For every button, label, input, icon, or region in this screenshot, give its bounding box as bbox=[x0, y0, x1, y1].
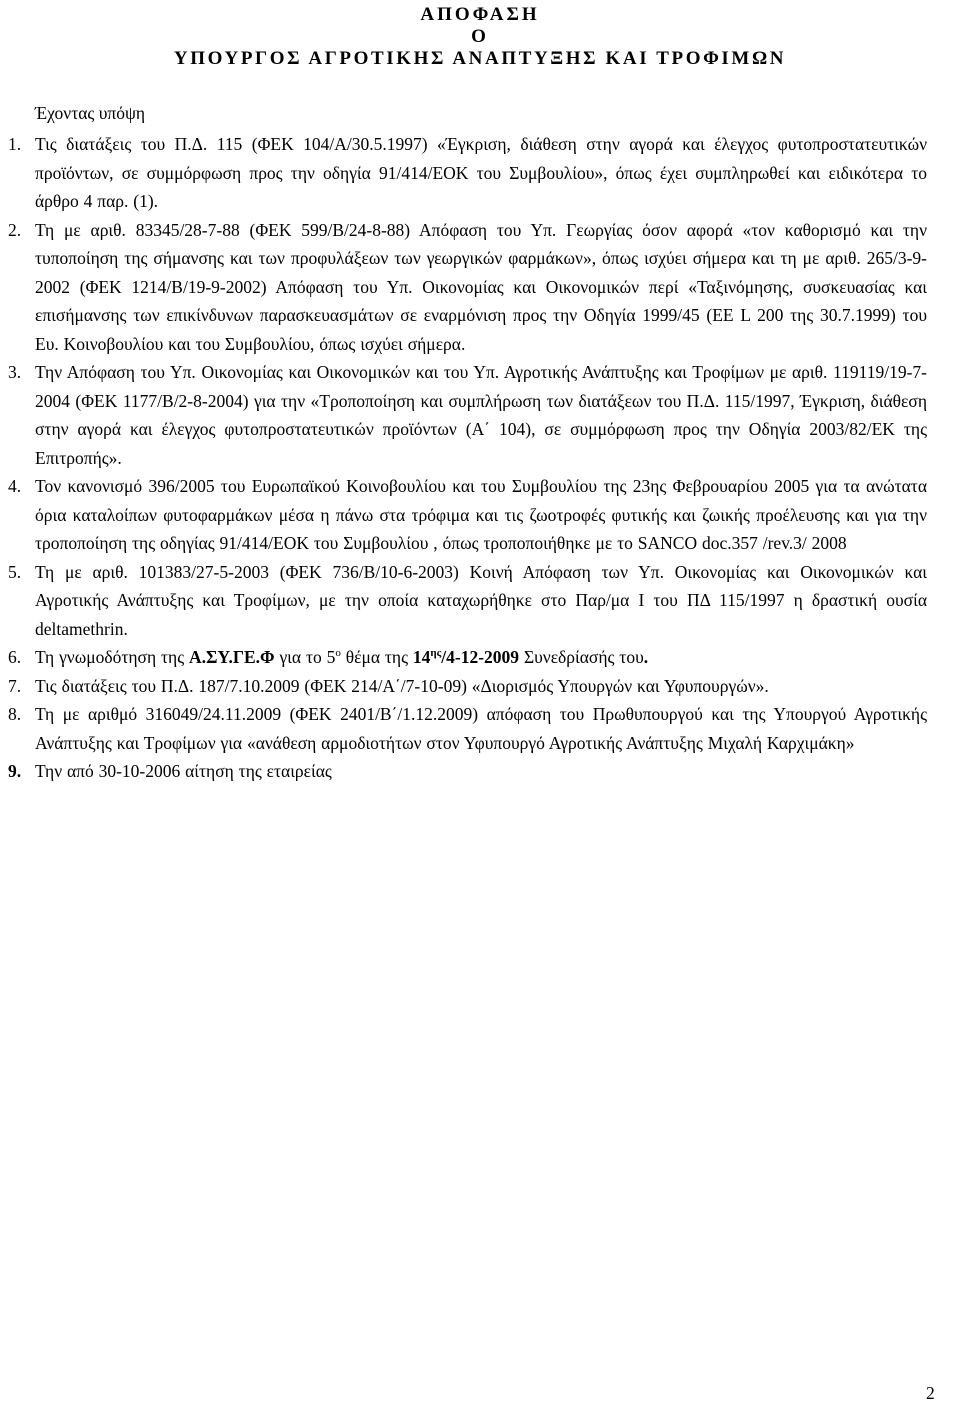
list-item bbox=[0, 672, 927, 701]
item-text: Τη με αριθ. 83345/28-7-88 (ΦΕΚ 599/Β/24-8-88) Απόφαση του Υπ. Γεωργίας όσον αφορά «τον καθορισμό και την τυποποίηση της σήμανσης και των προφυλάξεων των γεωργικών φαρμάκων», όπως ισχύει σήμερα και τη με αριθ. 265/3-9-2002 (ΦΕΚ 1214/Β/19-9-2002) Απόφαση του Υπ. Οικονομίας και Οικονομικών περί «Ταξινόμησης, συσκευασίας και επισήμανσης των επικίνδυνων παρασκευασμάτων σε εναρμόνιση προς την Οδηγία 1999/45 (ΕΕ L 200 της 30.7.1999) του Ευ. Κοινοβουλίου και του Συμβουλίου, όπως ισχύει σήμερα. bbox=[35, 219, 927, 354]
item-text: για το 5 bbox=[274, 647, 336, 667]
item-text: Τις διατάξεις του Π.Δ. 115 (ΦΕΚ 104/Α/30.5.1997) «Έγκριση, διάθεση στην αγορά και έλεγχος φυτοπροστατευτικών προϊόντων, σε συμμόρφωση προς την οδηγία 91/414/ΕΟΚ του Συμβουλίου», όπως έχει συμπληρωθεί και ειδικότερα το άρθρο 4 παρ. (1). bbox=[35, 134, 927, 211]
ordinal-suffix: ο bbox=[335, 647, 341, 659]
item-number: 7. bbox=[8, 675, 22, 696]
list-item bbox=[0, 130, 927, 216]
item-number: 9. bbox=[8, 761, 22, 781]
item-text: Συνεδρίασής του bbox=[519, 647, 644, 667]
article-heading: Ο bbox=[471, 26, 489, 47]
page-number: 2 bbox=[926, 1383, 935, 1403]
session-number: 14 bbox=[412, 647, 431, 667]
item-number: 6. bbox=[8, 647, 22, 667]
item-number: 5. bbox=[8, 561, 22, 582]
considerations-list bbox=[0, 130, 960, 786]
item-number: 3. bbox=[8, 362, 22, 382]
intro-text: Έχοντας υπόψη bbox=[35, 103, 146, 123]
item-text: Τις διατάξεις του Π.Δ. 187/7.10.2009 (ΦΕΚ 214/Α΄/7-10-09) «Διορισμός Υπουργών και Υφυπουργών». bbox=[35, 675, 769, 696]
item-number: 1. bbox=[8, 134, 22, 154]
ministry-heading: ΥΠΟΥΡΓΟΣ ΑΓΡΟΤΙΚΗΣ ΑΝΑΠΤΥΞΗΣ ΚΑΙ ΤΡΟΦΙΜΩΝ bbox=[173, 48, 787, 69]
list-item bbox=[0, 472, 927, 558]
item-period: . bbox=[643, 647, 649, 667]
item-text: Τη με αριθ. 101383/27-5-2003 (ΦΕΚ 736/Β/10-6-2003) Κοινή Απόφαση των Υπ. Οικονομίας και Οικονομικών και Αγροτικής Ανάπτυξης και Τροφίμων, με την οποία καταχωρήθηκε στο Παρ/μα Ι του ΠΔ 115/1997 η δραστική ουσία deltamethrin. bbox=[35, 561, 927, 639]
decision-title: ΑΠΟΦΑΣΗ bbox=[420, 4, 540, 25]
session-date: /4-12-2009 bbox=[441, 647, 520, 667]
list-item bbox=[0, 700, 927, 757]
list-item bbox=[0, 757, 927, 786]
item-number: 4. bbox=[8, 476, 22, 496]
item-text: Την Απόφαση του Υπ. Οικονομίας και Οικονομικών και του Υπ. Αγροτικής Ανάπτυξης και Τροφίμων με αριθ. 119119/19-7-2004 (ΦΕΚ 1177/Β/2-8-2004) για την «Τροποποίηση και συμπλήρωση των διατάξεων του Π.Δ. 115/1997, Έγκριση, διάθεση στην αγορά και έλεγχος φυτοπροστατευτικών προϊόντων (Α΄ 104), σε συμμόρφωση προς την Οδηγία 2003/82/ΕΚ της Επιτροπής». bbox=[35, 362, 927, 468]
list-item bbox=[0, 558, 927, 644]
item-text: Τη με αριθμό 316049/24.11.2009 (ΦΕΚ 2401/Β΄/1.12.2009) απόφαση του Πρωθυπουργού και της Υπουργού Αγροτικής Ανάπτυξης και Τροφίμων για «ανάθεση αρμοδιοτήτων στον Υφυπουργό Αγροτικής Ανάπτυξης Μιχαλή Καρχιμάκη» bbox=[35, 704, 927, 753]
committee-abbreviation: Α.ΣΥ.ΓΕ.Φ bbox=[189, 647, 275, 667]
item-text: Την από 30-10-2006 αίτηση της εταιρείας bbox=[35, 761, 332, 781]
list-item bbox=[0, 643, 927, 672]
item-number: 2. bbox=[8, 219, 22, 240]
list-item bbox=[0, 358, 927, 472]
item-text: θέμα της bbox=[340, 647, 413, 667]
item-text: Τη γνωμοδότηση της bbox=[35, 647, 189, 667]
item-number: 8. bbox=[8, 704, 22, 724]
ordinal-suffix: ης bbox=[430, 647, 442, 659]
list-item bbox=[0, 216, 927, 359]
item-text: Τον κανονισμό 396/2005 του Ευρωπαϊκού Κοινοβουλίου και του Συμβουλίου της 23ης Φεβρουαρίου 2005 για τα ανώτατα όρια καταλοίπων φυτοφαρμάκων μέσα η πάνω στα τρόφιμα και τις ζωοτροφές φυτικής και ζωικής προέλευσης και για την τροποποίηση της οδηγίας 91/414/ΕΟΚ του Συμβουλίου , όπως τροποποιήθηκε με το SANCO doc.357 /rev.3/ 2008 bbox=[35, 476, 927, 553]
